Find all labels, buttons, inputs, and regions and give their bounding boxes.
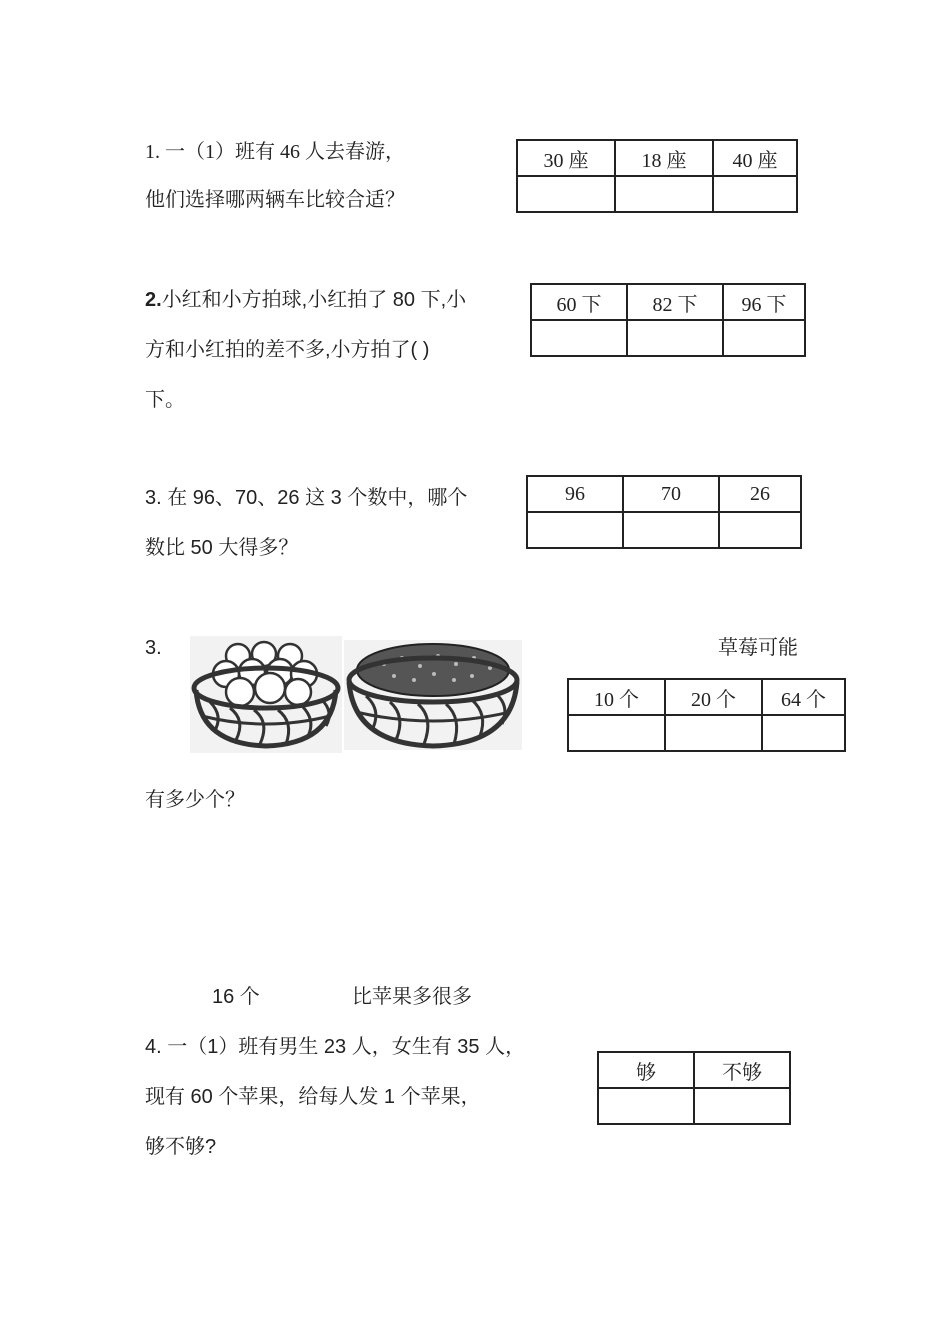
q4-answer-cell[interactable] [598, 1088, 694, 1124]
q3b-prompt-bottom: 有多少个？ [145, 789, 245, 811]
q1-option: 18 座 [615, 140, 713, 176]
q4-line1: 4. 一（1）班有男生 23 人，女生有 35 人， [145, 1036, 526, 1058]
q3b-answer-cell[interactable] [762, 715, 845, 751]
q3b-number: 3. [145, 637, 162, 659]
q1-line1: 1. 一（1）班有 46 人去春游， [145, 141, 405, 163]
q3b-option: 10 个 [568, 679, 665, 715]
q3-line1: 3. 在 96、70、26 这 3 个数中，哪个 [145, 487, 468, 509]
q1-answer-cell[interactable] [517, 176, 615, 212]
q3b-options-table [567, 678, 846, 752]
q3-option: 96 [527, 476, 623, 512]
q1-options-table [516, 139, 798, 213]
q4-line2: 现有 60 个苹果，给每人发 1 个苹果， [145, 1086, 481, 1108]
q3b-label-count: 16 个 [212, 986, 260, 1008]
q2-option: 60 下 [531, 284, 627, 320]
q2-option: 82 下 [627, 284, 723, 320]
q2-answer-cell[interactable] [627, 320, 723, 356]
q2-answer-cell[interactable] [723, 320, 805, 356]
apple-basket-image [190, 636, 342, 753]
q3-answer-cell[interactable] [623, 512, 719, 548]
q1-answer-cell[interactable] [713, 176, 797, 212]
q1-answer-cell[interactable] [615, 176, 713, 212]
q3-answer-cell[interactable] [527, 512, 623, 548]
q2-line1-text: 小红和小方拍球,小红拍了 80 下,小 [161, 289, 467, 311]
q1-option: 40 座 [713, 140, 797, 176]
q3-answer-cell[interactable] [719, 512, 801, 548]
q4-line3: 够不够? [145, 1136, 217, 1158]
q1-line2: 他们选择哪两辆车比较合适？ [145, 189, 405, 211]
apple-basket-icon [190, 636, 342, 753]
q3b-prompt-right: 草莓可能 [718, 637, 798, 659]
q2-answer-cell[interactable] [531, 320, 627, 356]
q2-line2: 方和小红拍的差不多,小方拍了( ) [145, 339, 430, 361]
q3b-option: 20 个 [665, 679, 762, 715]
q3b-option: 64 个 [762, 679, 845, 715]
q4-option: 够 [598, 1052, 694, 1088]
q4-options-table [597, 1051, 791, 1125]
strawberry-basket-icon [344, 640, 522, 750]
q4-option: 不够 [694, 1052, 790, 1088]
q2-options-table [530, 283, 806, 357]
q2-line3: 下。 [145, 389, 185, 411]
q2-number: 2. [145, 289, 162, 311]
q2-line1 [145, 288, 466, 312]
q3-line2: 数比 50 大得多？ [145, 537, 299, 559]
q3b-label-compare: 比苹果多很多 [352, 986, 472, 1008]
q3-options-table [526, 475, 802, 549]
q3-option: 26 [719, 476, 801, 512]
q3-option: 70 [623, 476, 719, 512]
q1-option: 30 座 [517, 140, 615, 176]
q3b-answer-cell[interactable] [568, 715, 665, 751]
q2-option: 96 下 [723, 284, 805, 320]
q3b-answer-cell[interactable] [665, 715, 762, 751]
strawberry-basket-image [344, 640, 522, 750]
q4-answer-cell[interactable] [694, 1088, 790, 1124]
